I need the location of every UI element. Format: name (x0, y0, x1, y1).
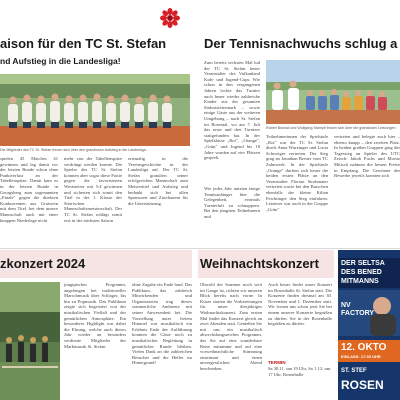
ad-title-line: DER SELTSA (341, 260, 385, 267)
article-intro: Zum bereits sechsten Mal lud der TC St. Stefan heuer Veranstalter des Vulkanland Kids- und Jugend-Cups. Wie schon in den vergangenen Jahren lockte das Turnier auch heuer wieder zahlreiche Kinder aus der gesamten Südoststeiermark – sowie einige Gäste aus der weiteren Umgebung – nach St. Stefan im Rosental, wo am 7. Juli das erste und drei Turniere stattgefunden hat. In der Spielklasse „Rot", „Orange", „Grün" und Jugend bis 18 Jahre wurden auf vier Plätzen gespielt. (204, 60, 260, 161)
article-column: ohne Zugabe ein Ende fand. Das Publikum, das zahlreich Mitwirkenden und Organisatoren trug dieses sommerliche Ambiente mit seiner Anwesenheit bei. Die Vorstellung unter freiem Himmel war musikalisch ein Erlebnis Ende der Aufführung konnten die Gäste noch zu musikalischer Begleitung in gemütlicher Runde bleiben. Vielen Dank an die zahlreichen Besucher und die Helfer im Hintergrund! (132, 282, 192, 366)
article-column: mehr von der Tabellenspitze verdrängt werden konnte. Die Spieler des TC St. Stefan konnten aber sogar diese Partie gegen die favorisierten Weststeirer mit 5:4 gewinnen und sicherten sich somit den Titel in der 1. Klasse der Steirischen Mannschaftsmeisterschaft. Der TC St. Stefan schlägt somit erst in der nächsten Saison (64, 156, 122, 223)
concert-photo (0, 282, 60, 400)
article-headline-tc-season: aison für den TC St. Stefan (0, 36, 167, 51)
team-photo-caption: Die Mitglieder des TC St. Stefan freuen sich über den grandiosen Aufstieg in die Landesliga. (0, 148, 147, 152)
article-headline-summer-concert: zkonzert 2024 (0, 256, 86, 271)
rose-emblem-icon (160, 8, 180, 28)
ad-title-line: MITMANNS (341, 278, 379, 285)
ad-brand: NV (341, 302, 351, 309)
article-intro: Wie jedes Jahr nutzten einige Tennisanfänger hier die Gelegenheit, erstmals Turnierluft zu schnuppern. Bei den jüngsten Teilnehmern und (204, 186, 260, 219)
team-photo (0, 74, 190, 146)
article-column: jungtpisches Programm, angefangen bei traditioneller Marschmusik über Schlager, bis hin zu Popmusik. Das Publikum zeigte sich begeistert von der musikalischen Vielfalt und der gemütlichen Atmosphäre. Ein besonderes Highlight war dabei die Ehrung, welche auch dieses Jahr wieder an besonders verdiente Mitglieder der Marktmusik St. Stefan (64, 282, 126, 349)
ad-title-line: DES BENED (341, 269, 382, 276)
termin-label: TERMIN (268, 360, 286, 365)
article-column: vertreten und belegte auch hier – ebenso knapp – den zweiten Platz. In beiden großen Gruppen ging der Tagessieg an Spieler des UTC Zetsch: Jakob Fuchs und Moritz Mitisch nahmen die besten Preise in Empfang. Die Gewinner der Bewerbe jeweils konnten sich (334, 134, 400, 179)
event-ad[interactable] (338, 250, 400, 400)
article-column: erstmalig in die Vereinsgeschichte in der Landesliga auf. Der TC St. Stefan gratuliert seiner erfolgreichen Mannschaft zum Meistertitel und Aufstieg und bedankt sich bei allen Sponsoren und Zuschauern für die Unterstützung. (128, 156, 188, 206)
ad-place: ST. STEF (341, 368, 367, 374)
kids-photo (266, 60, 400, 124)
ad-time: EINLASS: 17:30 UHR (341, 354, 381, 359)
article-column: Obwohl der Sommer noch weit im Gange ist, richten wir unseren Blick bereits nach vorne. In Kürze starten die Vorbereitungen für unser diesjähriges Weihnachtskonzert. Zum ersten Mal findet das Konzert gleich an zwei Abenden statt. Genießen Sie mit uns ein musikalisch abwechslungsreiches Programm, das Sie auf eine wunderbare Reise mitnimmt und auf eine vorweihnachtliche Stimmung einstimmt und einen unvergesslichen Abend beschenken. (200, 282, 262, 371)
termin-text: Sa 30.11. um 19 Uhr, So 1.12. um 17 Uhr, Rosenhalle (268, 366, 331, 377)
article-column: Teilnehmerinnen der Spielstufe „Rot" war der TC St. Stefan durch Anna Wurzinger und Lucia Schweiger vertreten. Der Sieg ging an Jonathan Breuer vom TC Zahnwerk. In der Spielstufe „Orange" durften sich heuer die beiden ersten Plätze an den Veranstalter Florian Strohmaier vertreten sowie bei den Burschen ebenfalls der kleine Kilian Feichtinger den Sieg einfahren. Letzterer war auch in der Gruppe „Grün" (266, 134, 328, 212)
ad-place: ROSEN (341, 378, 384, 392)
article-headline-tennis-kids: Der Tennisnachwuchs schlug a (204, 36, 398, 51)
ad-brand: FACTORY (341, 310, 375, 317)
ad-date: 12. OKTO (341, 342, 387, 353)
kids-photo-caption: Robert Bonrad und Wolfgang Stampfl freuen sich über die grandiosen Leistungen (266, 126, 396, 130)
article-subheadline-tc-season: nd Aufstieg in die Landesliga! (0, 56, 121, 66)
section-divider (0, 248, 400, 249)
article-headline-christmas-concert: Weihnachtskonzert (200, 256, 319, 271)
article-column: spielen 45 Matches 41 gewinnen und lag damit vor der letzten Runde schon ohne Punktverlust an der Tabellenspitze. Damit kam es in der letzten Runde in Georgsberg zum sogenannten „Finale" gegen die direkten Konkurrenten aus Gratwein mit dem Titel, bei dem unsere Mannschaft auch mit einer knappen Niederlage nicht (0, 156, 58, 223)
article-column: Auch heuer findet unser Konzert im Rosenhalle St. Stefan statt. Die Konzerte finden diesmal am 30. November und 1. Dezember statt. Wir freuen uns schon jetzt Sie bei einem unserer Konzerte begrüßen zu dürfen. Sie in der Rosenhalle begrüßen zu dürfen. (268, 282, 332, 327)
